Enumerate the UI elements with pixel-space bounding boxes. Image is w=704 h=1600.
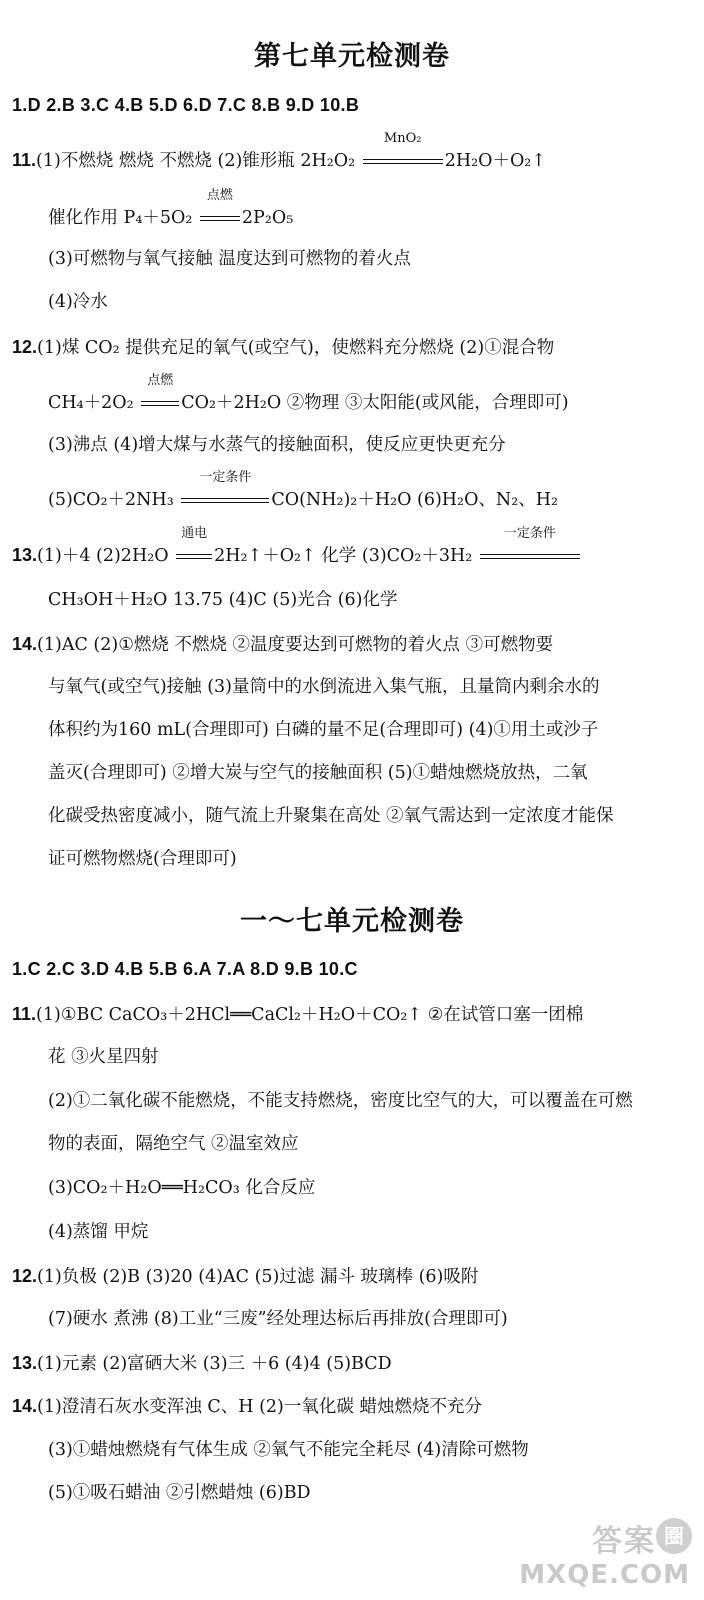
s1-q11-line4: (4)冷水 xyxy=(48,292,108,312)
s1-q13-condition-2: 一定条件 xyxy=(503,526,556,541)
s1-q11-line2 xyxy=(48,188,294,230)
s1-q11-reaction-arrow-2 xyxy=(200,188,240,230)
s2-q14-line1 xyxy=(12,1394,482,1419)
s1-q12-line4 xyxy=(48,470,559,512)
s1-q11-line3: (3)可燃物与氧气接触 温度达到可燃物的着火点 xyxy=(48,249,411,269)
s1-q12-l4a: (5)CO₂＋2NH₃ xyxy=(48,490,180,510)
s1-q11-l2a: 催化作用 P₄＋5O₂ xyxy=(48,208,198,228)
s2-q13-l1: (1)元素 (2)富硒大米 (3)三 ＋6 (4)4 (5)BCD xyxy=(37,1354,392,1374)
s2-q13-line1 xyxy=(12,1351,392,1376)
s1-q13-condition: 通电 xyxy=(181,526,208,541)
s2-q11-line6: (4)蒸馏 甲烷 xyxy=(48,1222,149,1242)
s1-q13-l1b: 2H₂↑＋O₂↑ 化学 (3)CO₂＋3H₂ xyxy=(214,546,478,566)
s1-q11-line1 xyxy=(12,131,546,173)
s1-q14-line6: 证可燃物燃烧(合理即可) xyxy=(48,849,237,869)
s1-q12-line2 xyxy=(48,373,569,415)
s2-q11-l1: (1)①BC CaCO₃＋2HCl══CaCl₂＋H₂O＋CO₂↑ ②在试管口塞一团棉 xyxy=(36,1005,584,1025)
section1-mc-answers: 1.D 2.B 3.C 4.B 5.D 6.D 7.C 8.B 9.D 10.B xyxy=(12,95,360,115)
s2-q14-number: 14. xyxy=(12,1396,38,1416)
s1-q13-l1a: (1)＋4 (2)2H₂O xyxy=(37,546,175,566)
s1-q12-condition: 点燃 xyxy=(147,373,174,388)
s1-q11-condition: MnO₂ xyxy=(383,131,422,146)
s2-q12-l1: (1)负极 (2)B (3)20 (4)AC (5)过滤 漏斗 玻璃棒 (6)吸附 xyxy=(37,1267,479,1287)
s1-q11-l1b: 2H₂O＋O₂↑ xyxy=(444,151,546,171)
s1-q13-line1 xyxy=(12,526,582,568)
s1-q12-l2a: CH₄＋2O₂ xyxy=(48,393,140,413)
s1-q11-reaction-arrow xyxy=(363,131,443,173)
section2-title: 一～七单元检测卷 xyxy=(240,906,464,937)
s1-q12-l2b: CO₂＋2H₂O ②物理 ③太阳能(或风能，合理即可) xyxy=(181,393,569,413)
s1-q12-reaction-arrow xyxy=(141,373,179,415)
s1-q14-line1 xyxy=(12,632,553,657)
s1-q14-line2: 与氧气(或空气)接触 (3)量筒中的水倒流进入集气瓶，且量筒内剩余水的 xyxy=(48,677,600,697)
s2-q12-line2: (7)硬水 煮沸 (8)工业“三废”经处理达标后再排放(合理即可) xyxy=(48,1309,508,1329)
site-watermark xyxy=(519,1516,696,1596)
watermark-text: 答案 xyxy=(592,1524,656,1559)
s2-q11-line4: 物的表面，隔绝空气 ②温室效应 xyxy=(48,1134,299,1154)
s1-q14-number: 14. xyxy=(12,634,38,654)
s2-q11-line5: (3)CO₂＋H₂O══H₂CO₃ 化合反应 xyxy=(48,1178,316,1198)
s1-q12-condition-2: 一定条件 xyxy=(199,470,252,485)
s1-q12-number: 12. xyxy=(12,337,38,357)
s2-q11-line2: 花 ③火星四射 xyxy=(48,1047,159,1067)
section1-title: 第七单元检测卷 xyxy=(254,41,450,72)
s2-q14-l1: (1)澄清石灰水变浑浊 C、H (2)一氧化碳 蜡烛燃烧不充分 xyxy=(37,1397,482,1417)
s1-q12-line3: (3)沸点 (4)增大煤与水蒸气的接触面积，使反应更快更充分 xyxy=(48,435,506,455)
s1-q12-l1: (1)煤 CO₂ 提供充足的氧气(或空气)，使燃料充分燃烧 (2)①混合物 xyxy=(37,338,555,358)
s1-q11-l1a: (1)不燃烧 燃烧 不燃烧 (2)锥形瓶 2H₂O₂ xyxy=(36,151,361,171)
s2-q11-number: 11. xyxy=(12,1004,37,1024)
s1-q13-number: 13. xyxy=(12,545,38,565)
s1-q14-line4: 盖灭(合理即可) ②增大炭与空气的接触面积 (5)①蜡烛燃烧放热，二氧 xyxy=(48,763,588,783)
s2-q13-number: 13. xyxy=(12,1353,38,1373)
s1-q14-line3: 体积约为160 mL(合理即可) 白磷的量不足(合理即可) (4)①用土或沙子 xyxy=(48,720,599,740)
s2-q11-line1 xyxy=(12,1002,583,1027)
s1-q13-reaction-arrow-2 xyxy=(480,526,580,568)
s1-q11-number: 11. xyxy=(12,150,37,170)
s2-q12-line1 xyxy=(12,1264,478,1289)
s1-q12-line1 xyxy=(12,335,554,360)
s2-q14-line3: (5)①吸石蜡油 ②引燃蜡烛 (6)BD xyxy=(48,1483,311,1503)
s2-q14-line2: (3)①蜡烛燃烧有气体生成 ②氧气不能完全耗尽 (4)清除可燃物 xyxy=(48,1440,529,1460)
s1-q12-reaction-arrow-2 xyxy=(181,470,269,512)
watermark-badge-icon: 圈 xyxy=(656,1518,692,1554)
s1-q13-reaction-arrow xyxy=(176,526,212,568)
s1-q14-line5: 化碳受热密度减小，随气流上升聚集在高处 ②氧气需达到一定浓度才能保 xyxy=(48,806,614,826)
s2-q11-line3: (2)①二氧化碳不能燃烧，不能支持燃烧，密度比空气的大，可以覆盖在可燃 xyxy=(48,1091,633,1111)
s1-q11-l2b: 2P₂O₅ xyxy=(241,208,294,228)
s1-q13-line2: CH₃OH＋H₂O 13.75 (4)C (5)光合 (6)化学 xyxy=(48,590,398,610)
s1-q11-condition-2: 点燃 xyxy=(206,188,233,203)
s1-q14-l1: (1)AC (2)①燃烧 不燃烧 ②温度要达到可燃物的着火点 ③可燃物要 xyxy=(37,635,554,655)
watermark-url: MXQE.COM xyxy=(519,1560,690,1590)
section2-mc-answers: 1.C 2.C 3.D 4.B 5.B 6.A 7.A 8.D 9.B 10.C xyxy=(12,959,358,979)
s1-q12-l4b: CO(NH₂)₂＋H₂O (6)H₂O、N₂、H₂ xyxy=(271,490,559,510)
s2-q12-number: 12. xyxy=(12,1266,38,1286)
